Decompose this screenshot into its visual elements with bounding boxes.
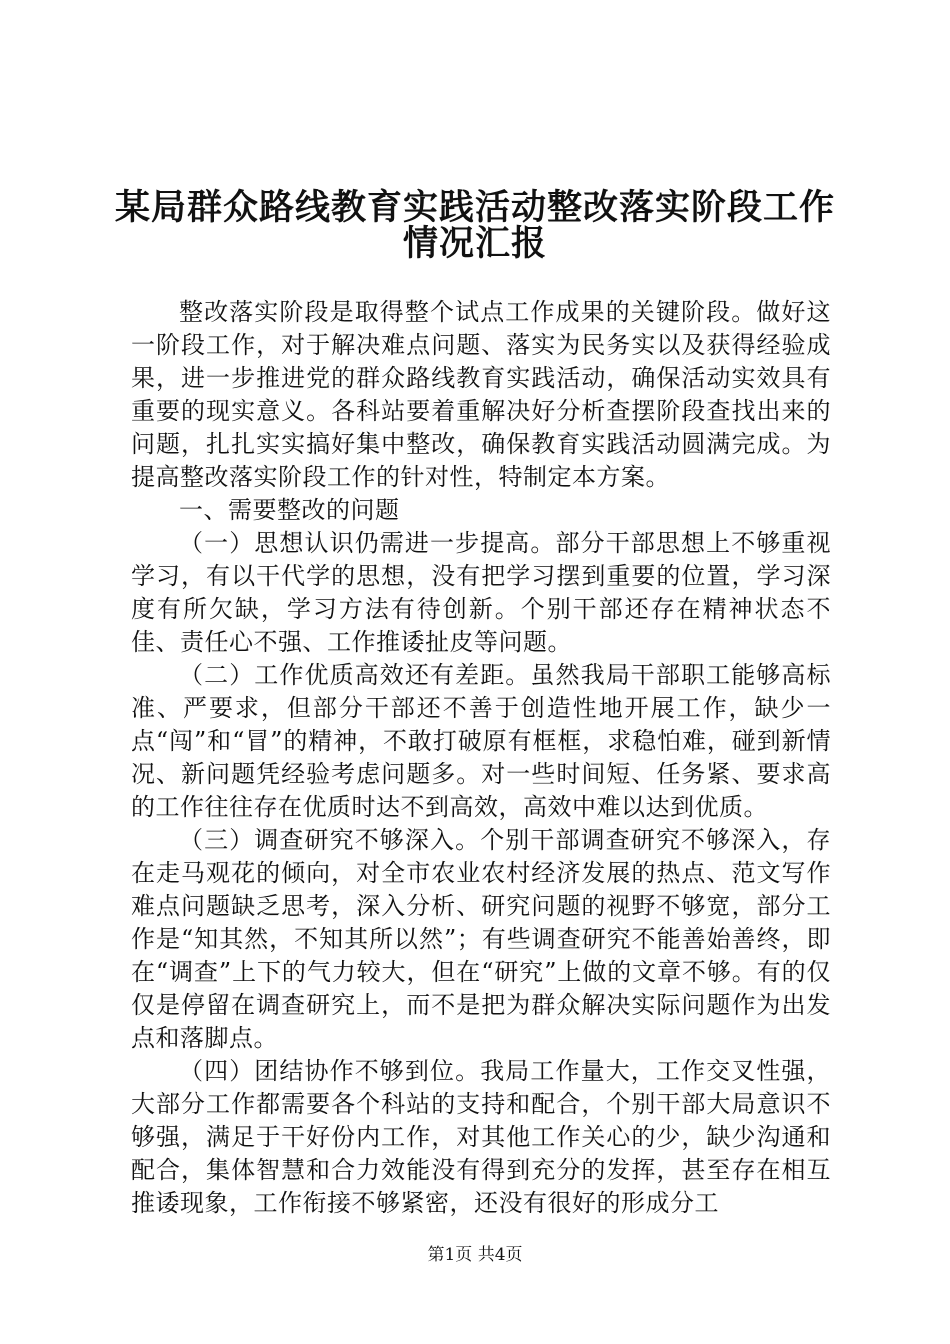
issue-paragraph-1: （一）思想认识仍需进一步提高。部分干部思想上不够重视学习，有以干代学的思想，没有把学习摆到重要的位置，学习深度有所欠缺，学习方法有待创新。个别干部还存在精神状态不佳、责任心不强、工作推诿扯皮等问题。 (131, 529, 831, 656)
document-title-line1: 某局群众路线教育实践活动整改落实阶段工作 (114, 188, 835, 228)
issue-paragraph-3: （三）调查研究不够深入。个别干部调查研究不够深入，存在走马观花的倾向，对全市农业农村经济发展的热点、范文写作难点问题缺乏思考，深入分析、研究问题的视野不够宽，部分工作是“知其然，不知其所以然”；有些调查研究不能善始善终，即在“调查”上下的气力较大，但在“研究”上做的文章不够。有的仅仅是停留在调查研究上，而不是把为群众解决实际问题作为出发点和落脚点。 (131, 826, 831, 1052)
intro-paragraph: 整改落实阶段是取得整个试点工作成果的关键阶段。做好这一阶段工作，对于解决难点问题、落实为民务实以及获得经验成果，进一步推进党的群众路线教育实践活动，确保活动实效具有重要的现实意义。各科站要着重解决好分析查摆阶段查找出来的问题，扎扎实实搞好集中整改，确保教育实践活动圆满完成。为提高整改落实阶段工作的针对性，特制定本方案。 (131, 298, 831, 491)
issue-paragraph-4: （四）团结协作不够到位。我局工作量大，工作交叉性强，大部分工作都需要各个科站的支持和配合，个别干部大局意识不够强，满足于干好份内工作，对其他工作关心的少，缺少沟通和配合，集体智慧和合力效能没有得到充分的发挥，甚至存在相互推诿现象，工作衔接不够紧密，还没有很好的形成分工 (131, 1057, 831, 1217)
page-footer: 第1页 共4页 (427, 1245, 523, 1265)
section-heading: 一、需要整改的问题 (179, 496, 400, 524)
document-title-line2: 情况汇报 (402, 224, 547, 264)
issue-paragraph-2: （二）工作优质高效还有差距。虽然我局干部职工能够高标准、严要求，但部分干部还不善于创造性地开展工作，缺少一点“闯”和“冒”的精神，不敢打破原有框框，求稳怕难，碰到新情况、新问题凭经验考虑问题多。对一些时间短、任务紧、要求高的工作往往存在优质时达不到高效，高效中难以达到优质。 (131, 661, 831, 821)
document-body (131, 296, 831, 1220)
